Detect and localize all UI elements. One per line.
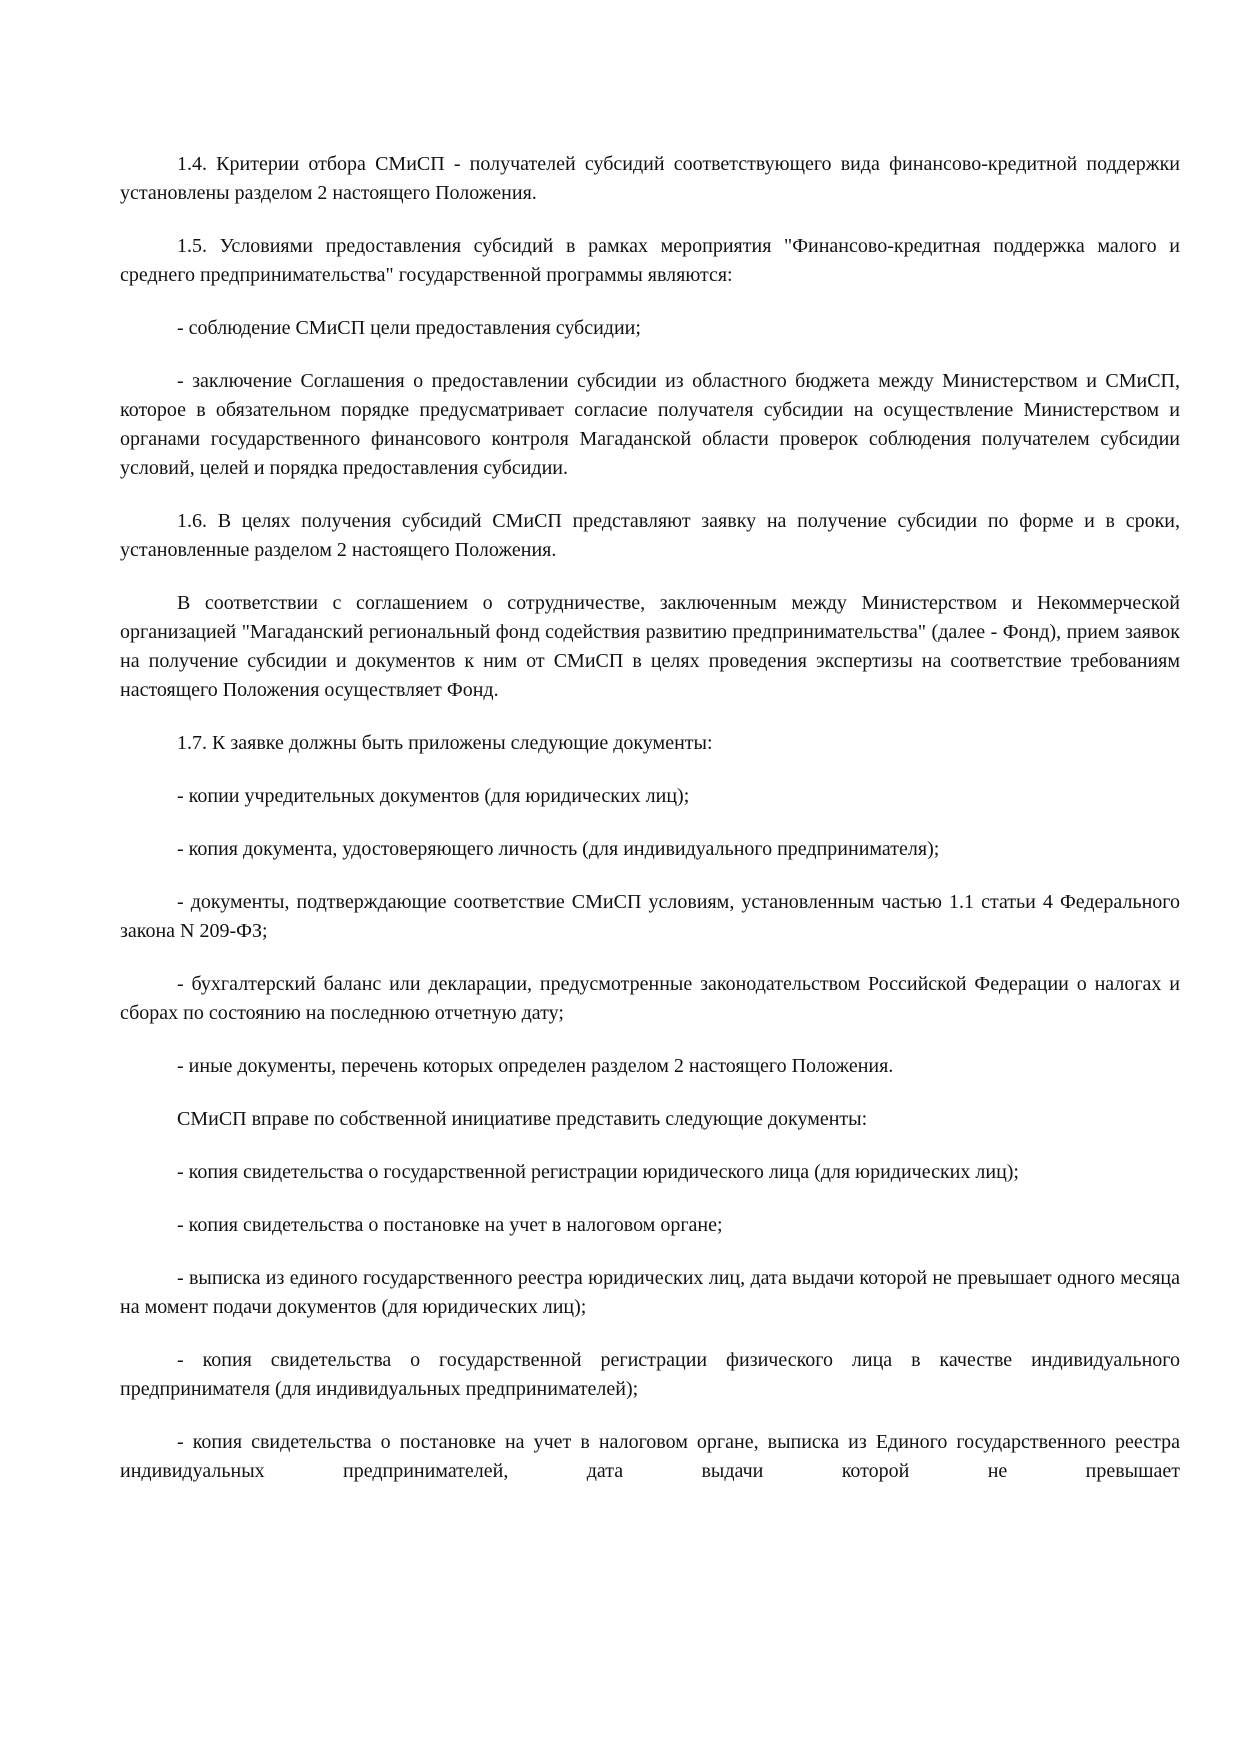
paragraph-1-6: 1.6. В целях получения субсидий СМиСП представляют заявку на получение субсидии по форме и в сроки, установленные разделом 2 настоящего Положения. xyxy=(120,510,1180,561)
list-item: - соблюдение СМиСП цели предоставления субсидии; xyxy=(177,317,641,339)
paragraph: СМиСП вправе по собственной инициативе представить следующие документы: xyxy=(177,1108,868,1130)
list-item: - копия свидетельства о государственной регистрации юридического лица (для юридических лиц); xyxy=(177,1161,1019,1183)
list-item: - копия документа, удостоверяющего личность (для индивидуального предпринимателя); xyxy=(177,838,940,860)
list-item: - выписка из единого государственного реестра юридических лиц, дата выдачи которой не превышает одного месяца на момент подачи документов (для юридических лиц); xyxy=(120,1267,1180,1318)
list-item: - документы, подтверждающие соответствие СМиСП условиям, установленным частью 1.1 статьи 4 Федерального закона N 209-ФЗ; xyxy=(120,891,1180,942)
list-item: - иные документы, перечень которых определен разделом 2 настоящего Положения. xyxy=(177,1055,894,1077)
list-item: - копия свидетельства о постановке на учет в налоговом органе, выписка из Единого государственного реестра индивидуальных предпринимателей, дата выдачи которой не превышает xyxy=(120,1431,1180,1482)
paragraph-1-4: 1.4. Критерии отбора СМиСП - получателей субсидий соответствующего вида финансово-кредитной поддержки установлены разделом 2 настоящего Положения. xyxy=(120,153,1180,204)
paragraph: В соответствии с соглашением о сотрудничестве, заключенным между Министерством и Некоммерческой организацией "Магаданский региональный фонд содействия развитию предпринимательства" (далее - Фонд), прием заявок на получение субсидии и документов к ним от СМиСП в целях проведения экспертизы на соответствие требованиям настоящего Положения осуществляет Фонд. xyxy=(120,592,1180,701)
paragraph-1-7: 1.7. К заявке должны быть приложены следующие документы: xyxy=(177,732,713,754)
document-page xyxy=(120,150,1180,1510)
list-item: - заключение Соглашения о предоставлении субсидии из областного бюджета между Министерством и СМиСП, которое в обязательном порядке предусматривает согласие получателя субсидии на осуществление Министерством и органами государственного финансового контроля Магаданской области проверок соблюдения получателем субсидии условий, целей и порядка предоставления субсидии. xyxy=(120,370,1180,479)
list-item: - копия свидетельства о постановке на учет в налоговом органе; xyxy=(177,1214,723,1236)
paragraph-1-5: 1.5. Условиями предоставления субсидий в рамках мероприятия "Финансово-кредитная поддержка малого и среднего предпринимательства" государственной программы являются: xyxy=(120,235,1180,286)
list-item: - копия свидетельства о государственной регистрации физического лица в качестве индивидуального предпринимателя (для индивидуальных предпринимателей); xyxy=(120,1349,1180,1400)
list-item: - бухгалтерский баланс или декларации, предусмотренные законодательством Российской Федерации о налогах и сборах по состоянию на последнюю отчетную дату; xyxy=(120,973,1180,1024)
list-item: - копии учредительных документов (для юридических лиц); xyxy=(177,785,690,807)
